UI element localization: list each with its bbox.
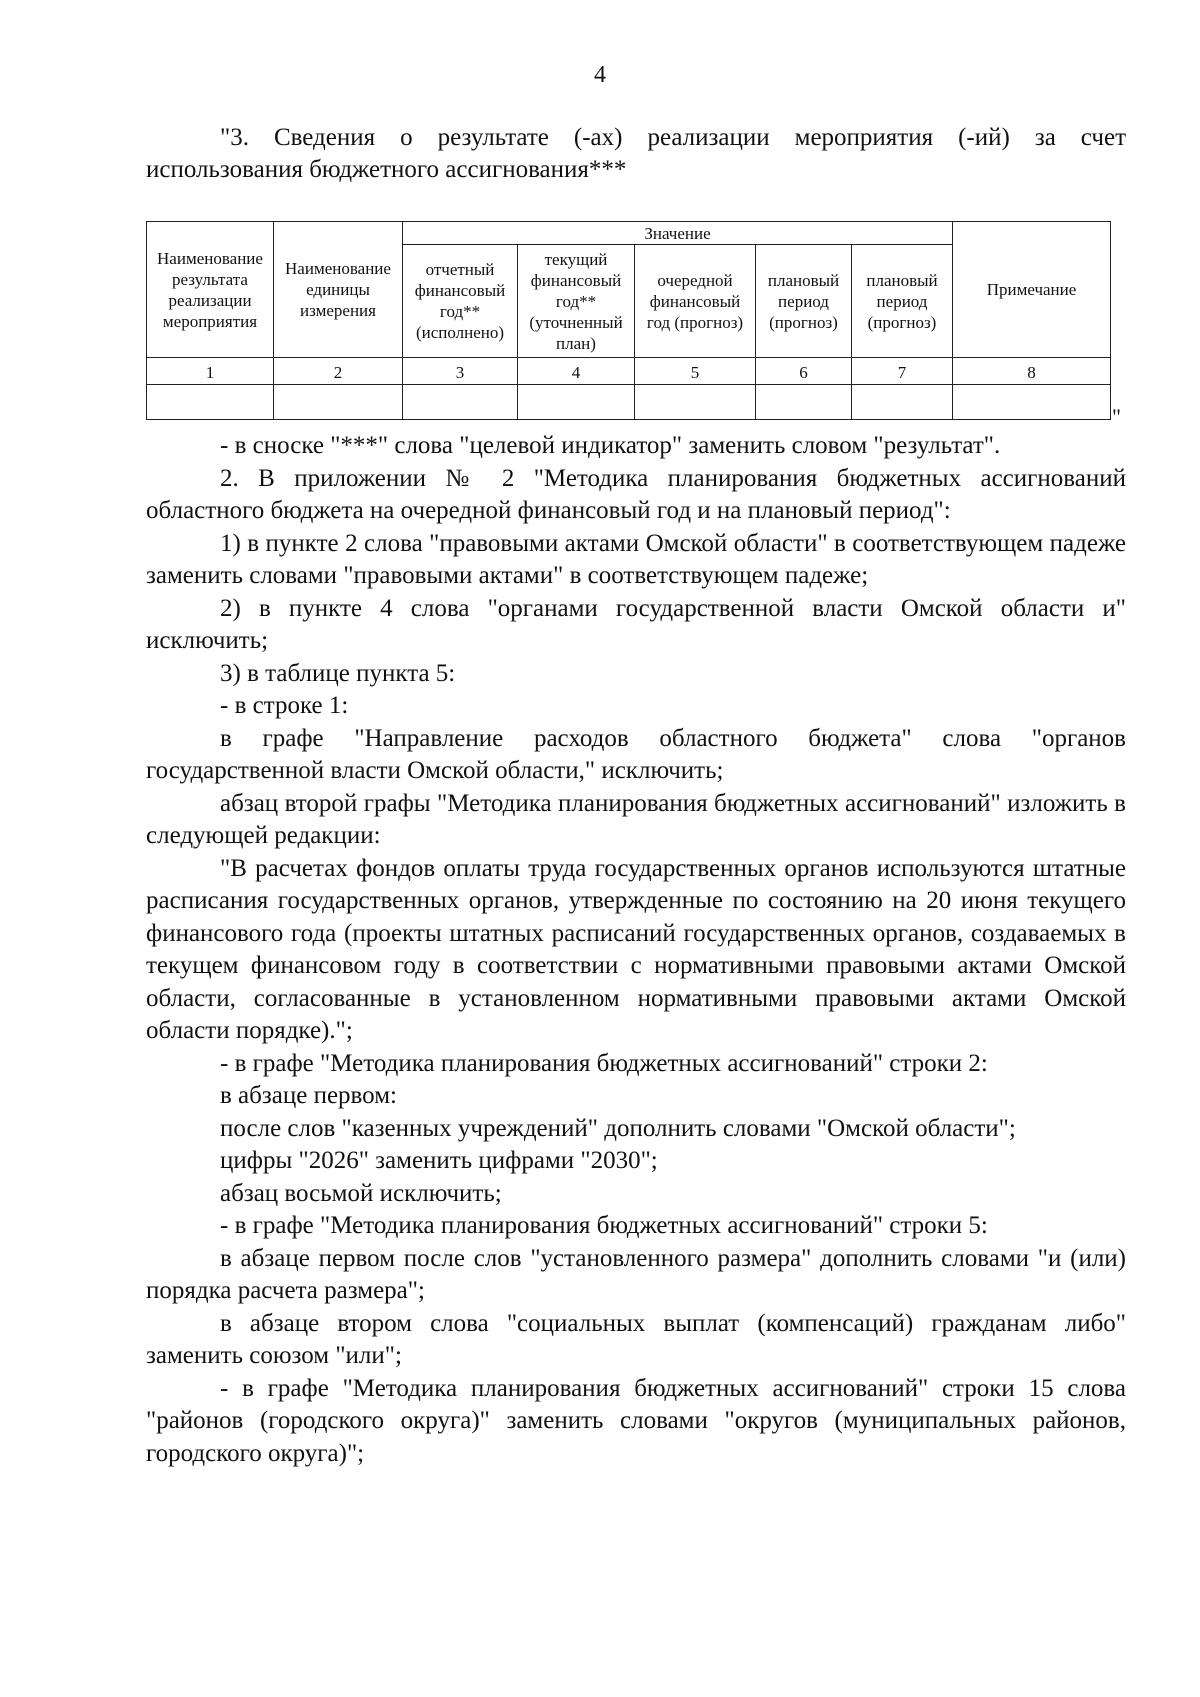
column-number: 3: [403, 358, 518, 385]
column-number: 6: [756, 358, 852, 385]
table-closing-quote: ": [1112, 404, 1121, 429]
column-number: 8: [953, 358, 1111, 385]
paragraph: - в строке 1:: [220, 692, 349, 719]
paragraph: в абзаце первом:: [220, 1082, 397, 1109]
col-header-current-year: текущий финансовый год** (уточненный план): [518, 245, 635, 358]
paragraph: - в сноске "***" слова "целевой индикатор" заменить словом "результат".: [220, 432, 1001, 459]
column-number: 1: [147, 358, 274, 385]
col-header-unit-name: Наименование единицы измерения: [274, 222, 403, 358]
col-header-planning-period-2: плановый период (прогноз): [852, 245, 953, 358]
page-number: 4: [594, 62, 606, 88]
paragraph: 2) в пункте 4 слова "органами государственной власти Омской области и" исключить;: [146, 594, 1126, 654]
paragraph: 3) в таблице пункта 5:: [220, 659, 456, 687]
paragraph: - в графе "Методика планирования бюджетных ассигнований" строки 2:: [220, 1049, 988, 1077]
paragraph: 1) в пункте 2 слова "правовыми актами Омской области" в соответствующем падеже заменить словами "правовыми актами" в соответствующем падеже;: [146, 529, 1126, 589]
paragraph: абзац второй графы "Методика планирования бюджетных ассигнований" изложить в следующей редакции:: [146, 789, 1126, 849]
heading-line-1: "3. Сведения о результате (-ах) реализации мероприятия (-ий) за счет: [220, 124, 1126, 151]
results-table: [146, 221, 1111, 420]
empty-cell: [147, 385, 274, 420]
section-heading: [146, 122, 1126, 186]
paragraph: - в графе "Методика планирования бюджетных ассигнований" строки 5:: [220, 1212, 988, 1239]
paragraph: цифры "2026" заменить цифрами "2030";: [220, 1147, 658, 1174]
column-number: 5: [635, 358, 756, 385]
table-empty-row: [147, 385, 1111, 420]
paragraph: в абзаце первом после слов "установленного размера" дополнить словами "и (или) порядка расчета размера";: [146, 1244, 1126, 1304]
table-number-row: [147, 358, 1111, 385]
empty-cell: [635, 385, 756, 420]
empty-cell: [953, 385, 1111, 420]
column-number: 7: [852, 358, 953, 385]
col-group-header-value: Значение: [403, 222, 953, 245]
paragraph: 2. В приложении № 2 "Методика планирования бюджетных ассигнований областного бюджета на очередной финансовый год и на плановый период":: [146, 464, 1126, 524]
empty-cell: [756, 385, 852, 420]
col-header-result-name: Наименование результата реализации мероприятия: [147, 222, 274, 358]
empty-cell: [274, 385, 403, 420]
heading-line-2: использования бюджетного ассигнования***: [146, 156, 627, 183]
paragraph: в абзаце втором слова "социальных выплат (компенсаций) гражданам либо" заменить союзом "или";: [146, 1309, 1126, 1369]
col-header-next-year: очередной финансовый год (прогноз): [635, 245, 756, 358]
paragraph: - в графе "Методика планирования бюджетных ассигнований" строки 15 слова "районов (городского округа)" заменить словами "округов (муниципальных районов, городского округа)";: [146, 1374, 1126, 1467]
paragraph: абзац восьмой исключить;: [220, 1179, 502, 1207]
table-header-row-1: [147, 222, 1111, 245]
empty-cell: [852, 385, 953, 420]
paragraph: после слов "казенных учреждений" дополнить словами "Омской области";: [220, 1114, 1016, 1142]
column-number: 4: [518, 358, 635, 385]
paragraph: в графе "Направление расходов областного бюджета" слова "органов государственной власти Омской области," исключить;: [146, 724, 1126, 784]
col-header-note: Примечание: [953, 222, 1111, 358]
empty-cell: [403, 385, 518, 420]
amendment-text: [146, 430, 1126, 1470]
column-number: 2: [274, 358, 403, 385]
quoted-paragraph: "В расчетах фондов оплаты труда государственных органов используются штатные расписания государственных органов, утвержденные по состоянию на 20 июня текущего финансового года (проекты штатных расписаний государственных органов, создаваемых в текущем финансовом году в соответствии с нормативными правовыми актами Омской области, согласованные в установленном нормативными правовыми актами Омской области порядке).";: [146, 854, 1126, 1044]
empty-cell: [518, 385, 635, 420]
col-header-reporting-year: отчетный финансовый год** (исполнено): [403, 245, 518, 358]
col-header-planning-period-1: плановый период (прогноз): [756, 245, 852, 358]
